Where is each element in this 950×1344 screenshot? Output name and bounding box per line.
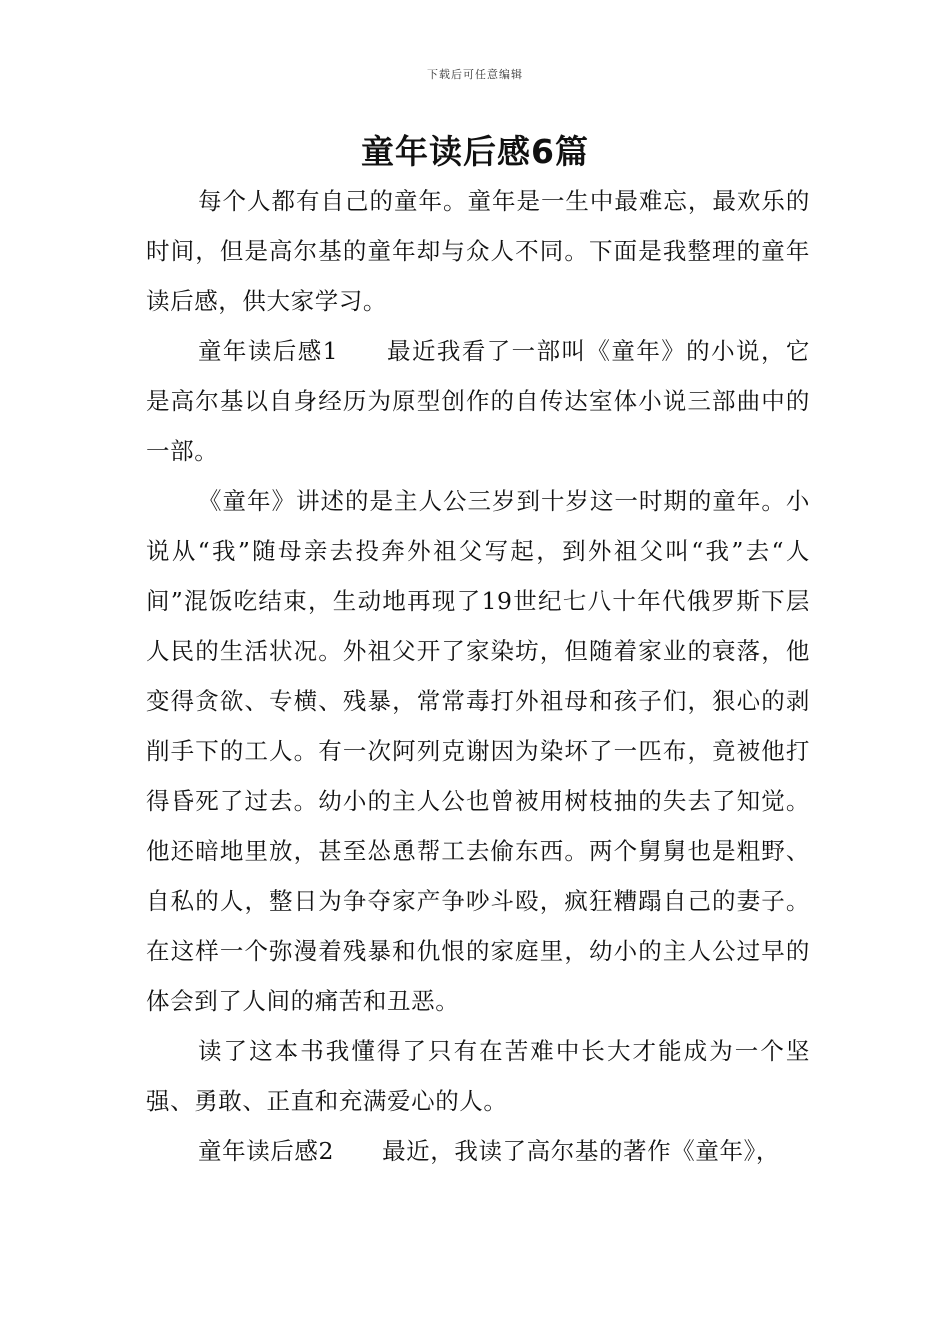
section-text: 最近，我读了高尔基的著作《童年》， [382, 1137, 781, 1165]
intro-paragraph: 每个人都有自己的童年。童年是一生中最难忘，最欢乐的时间，但是高尔基的童年却与众人不同。下面是我整理的童年读后感，供大家学习。 [146, 187, 810, 315]
body-paragraph: 读了这本书我懂得了只有在苦难中长大才能成为一个坚强、勇敢、正直和充满爱心的人。 [146, 1037, 810, 1115]
document-body [146, 176, 810, 1176]
section-text: 最近我看了一部叫《童年》的小说，它是高尔基以自身经历为原型创作的自传达室体小说三部曲中的一部。 [146, 337, 810, 465]
section-paragraph [146, 326, 810, 476]
section-heading: 童年读后感1 [198, 337, 339, 365]
document-title: 童年读后感6篇 [361, 132, 589, 171]
section-heading: 童年读后感2 [198, 1137, 335, 1165]
body-paragraph: 《童年》讲述的是主人公三岁到十岁这一时期的童年。小说从“我”随母亲去投奔外祖父写起，到外祖父叫“我”去“人间”混饭吃结束，生动地再现了19世纪七八十年代俄罗斯下层人民的生活状况。外祖父开了家染坊，但随着家业的衰落，他变得贪欲、专横、残暴，常常毒打外祖母和孩子们，狠心的剥削手下的工人。有一次阿列克谢因为染坏了一匹布，竟被他打得昏死了过去。幼小的主人公也曾被用树枝抽的失去了知觉。他还暗地里放，甚至怂恿帮工去偷东西。两个舅舅也是粗野、自私的人，整日为争夺家产争吵斗殴，疯狂糟蹋自己的妻子。在这样一个弥漫着残暴和仇恨的家庭里，幼小的主人公过早的体会到了人间的痛苦和丑恶。 [146, 487, 810, 1015]
header-note: 下载后可任意编辑 [427, 68, 523, 81]
section-paragraph [146, 1126, 810, 1176]
